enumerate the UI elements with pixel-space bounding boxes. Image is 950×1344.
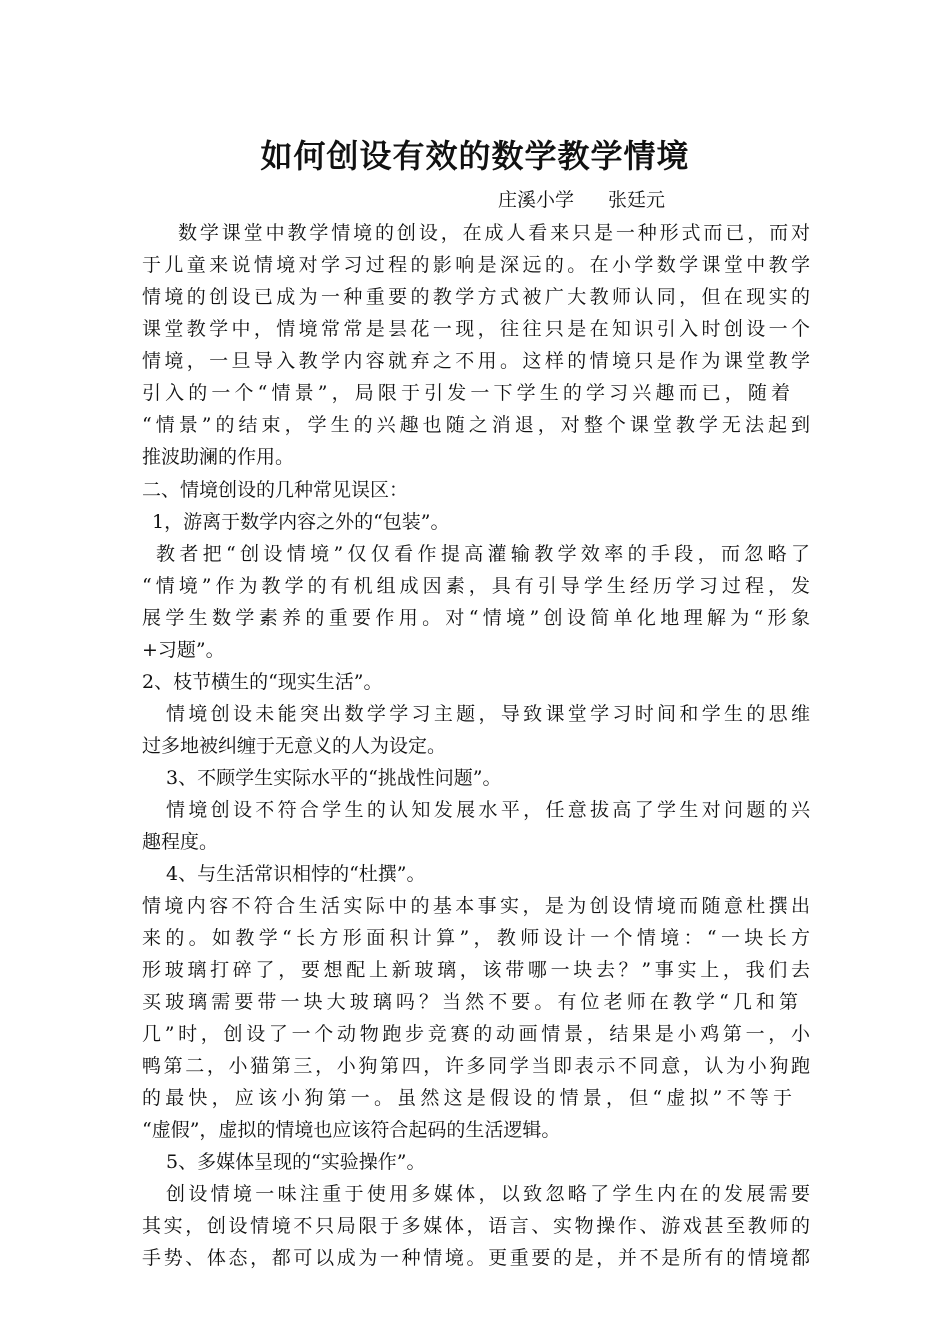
subheading: 1，游离于数学内容之外的“包装”。 (152, 511, 450, 533)
body-line: “情景”的结束，学生的兴趣也随之消退，对整个课堂教学无法起到 (142, 414, 810, 436)
body-line: 过多地被纠缠于无意义的人为设定。 (142, 735, 447, 757)
document-title: 如何创设有效的数学教学情境 (260, 137, 690, 175)
body-line: 情境内容不符合生活实际中的基本事实，是为创设情境而随意杜撰出 (142, 895, 810, 917)
subheading: 5、多媒体呈现的“实验操作”。 (166, 1151, 426, 1173)
body-line: 教者把“创设情境”仅仅看作提高灌输教学效率的手段，而忽略了 (156, 543, 810, 565)
body-line: +习题”。 (142, 639, 225, 661)
body-line: 于儿童来说情境对学习过程的影响是深远的。在小学数学课堂中教学 (142, 254, 810, 276)
school-name: 庄溪小学 (498, 189, 575, 211)
body-line: 展学生数学素养的重要作用。对“情境”创设简单化地理解为“形象 (142, 607, 810, 629)
body-line: 几”时，创设了一个动物跑步竞赛的动画情景，结果是小鸡第一，小 (142, 1023, 810, 1045)
byline (498, 186, 665, 214)
body-line: 创设情境一味注重于使用多媒体，以致忽略了学生内在的发展需要 (166, 1183, 810, 1205)
body-line: 情境的创设已成为一种重要的教学方式被广大教师认同，但在现实的 (142, 286, 810, 308)
body-line: 推波助澜的作用。 (142, 446, 295, 468)
body-line: 来的。如教学“长方形面积计算”，教师设计一个情境：“一块长方 (142, 927, 810, 949)
body-line: 的最快，应该小狗第一。虽然这是假设的情景，但“虚拟”不等于 (142, 1087, 792, 1109)
body-line: 鸭第二，小猫第三，小狗第四，许多同学当即表示不同意，认为小狗跑 (142, 1055, 810, 1077)
body-line: 情境创设不符合学生的认知发展水平，任意拔高了学生对问题的兴 (166, 799, 810, 821)
subheading: 3、不顾学生实际水平的“挑战性问题”。 (166, 767, 502, 789)
body-line: 情境，一旦导入教学内容就弃之不用。这样的情境只是作为课堂教学 (142, 350, 810, 372)
section-heading: 二、情境创设的几种常见误区： (142, 479, 409, 501)
author-name: 张廷元 (608, 189, 666, 211)
body-line: 趣程度。 (142, 831, 219, 853)
body-line: 其实，创设情境不只局限于多媒体，语言、实物操作、游戏甚至教师的 (142, 1215, 810, 1237)
body-line: 形玻璃打碎了，要想配上新玻璃，该带哪一块去？”事实上，我们去 (142, 959, 810, 981)
body-line: 引入的一个“情景”，局限于引发一下学生的学习兴趣而已，随着 (142, 382, 790, 404)
body-line: 数学课堂中教学情境的创设，在成人看来只是一种形式而已，而对 (178, 222, 810, 244)
subheading: 4、与生活常识相悖的“杜撰”。 (166, 863, 426, 885)
body-line: 情境创设未能突出数学学习主题，导致课堂学习时间和学生的思维 (166, 703, 810, 725)
body-line: “虚假”，虚拟的情境也应该符合起码的生活逻辑。 (142, 1119, 561, 1141)
body-line: 买玻璃需要带一块大玻璃吗？当然不要。有位老师在教学“几和第 (142, 991, 798, 1013)
subheading: 2、枝节横生的“现实生活”。 (142, 671, 383, 693)
body-line: 手势、体态，都可以成为一种情境。更重要的是，并不是所有的情境都 (142, 1247, 810, 1269)
body-line: 课堂教学中，情境常常是昙花一现，往往只是在知识引入时创设一个 (142, 318, 810, 340)
body-line: “情境”作为教学的有机组成因素，具有引导学生经历学习过程，发 (142, 575, 810, 597)
